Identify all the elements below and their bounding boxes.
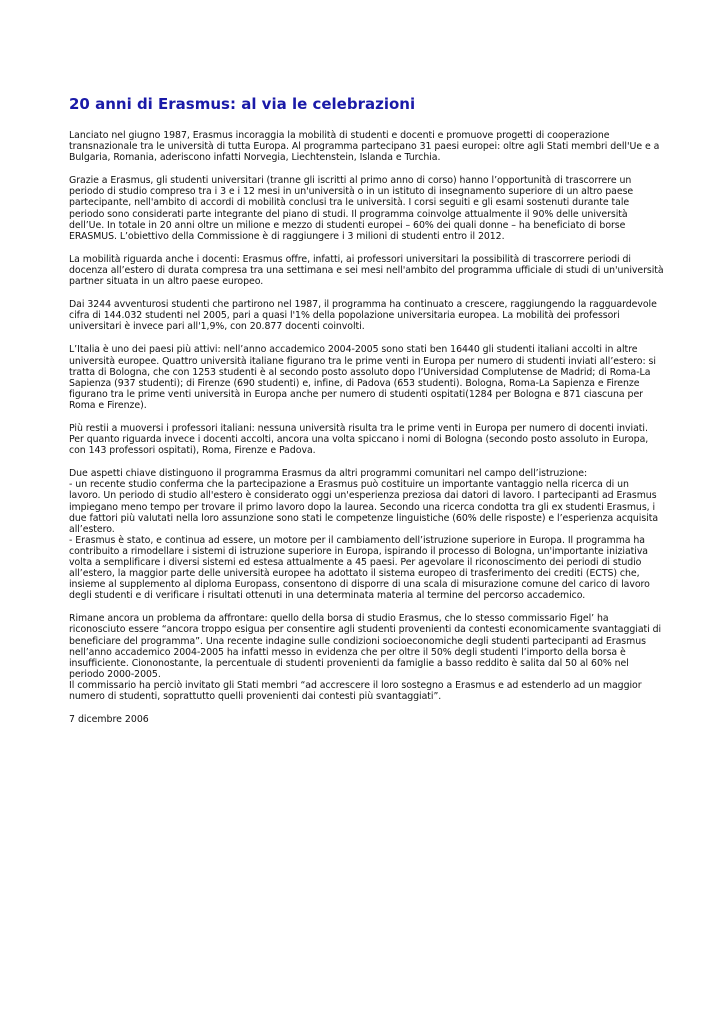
paragraph-line: due fattori più valutati nella loro assunzione sono stati le competenze linguistiche (60% delle risposte) e l’esperienza acquisita bbox=[69, 512, 659, 524]
paragraph-line: Roma e Firenze). bbox=[69, 399, 147, 411]
paragraph-line: riconosciuto essere “ancora troppo esigua per consentire agli studenti provenienti da contesti economicamente svantaggiati di bbox=[69, 624, 662, 636]
paragraph-line: partecipante, nell'ambito di accordi di mobilità conclusi tra le università. I corsi seguiti e gli esami sostenuti durante tale bbox=[69, 197, 630, 209]
paragraph-line: con 143 professori ospitati), Roma, Firenze e Padova. bbox=[69, 445, 316, 457]
article-paragraph bbox=[69, 130, 659, 163]
paragraph-line: Il commissario ha perciò invitato gli Stati membri “ad accrescere il loro sostegno a Erasmus e ad estenderlo ad un maggior bbox=[69, 679, 642, 691]
paragraph-line: università europee. Quattro università italiane figurano tra le prime venti in Europa per numero di studenti inviati all’estero: si bbox=[69, 355, 656, 367]
article-paragraph bbox=[69, 468, 659, 601]
paragraph-line: degli studenti e di verificare i risultati ottenuti in una determinata materia al termine del percorso accademico. bbox=[69, 590, 586, 602]
paragraph-line: impiegano meno tempo per trovare il primo lavoro dopo la laurea. Secondo una ricerca condotta tra gli ex studenti Erasmus, i bbox=[69, 501, 656, 513]
paragraph-line: docenza all’estero di durata compresa tra una settimana e sei mesi nell'ambito del programma ufficiale di studi di un'università bbox=[69, 264, 664, 276]
paragraph-line: nell’anno accademico 2004-2005 ha infatti messo in evidenza che per oltre il 50% degli studenti l’importo della borsa è bbox=[69, 646, 626, 658]
paragraph-line: partner situata in un altro paese europeo. bbox=[69, 276, 264, 288]
article-paragraph bbox=[69, 299, 659, 332]
article-paragraph bbox=[69, 344, 659, 411]
paragraph-line: Sapienza (937 studenti); di Firenze (690 studenti) e, infine, di Padova (653 studenti). Bologna, Roma-La Sapienza e Firenze bbox=[69, 377, 640, 389]
paragraph-line: Più restii a muoversi i professori italiani: nessuna università risulta tra le prime venti in Europa per numero di docenti inviati. bbox=[69, 422, 648, 434]
article-body bbox=[69, 130, 664, 703]
paragraph-line: - Erasmus è stato, e continua ad essere, un motore per il cambiamento dell’istruzione superiore in Europa. Il programma ha bbox=[69, 534, 646, 546]
paragraph-line: Dai 3244 avventurosi studenti che partirono nel 1987, il programma ha continuato a crescere, raggiungendo la ragguardevole bbox=[69, 299, 657, 311]
paragraph-line: tratta di Bologna, che con 1253 studenti è al secondo posto assoluto dopo l’Universidad Complutense de Madrid; di Roma-La bbox=[69, 366, 651, 378]
paragraph-line: volta a semplificare i diversi sistemi ed estesa attualmente a 45 paesi. Per agevolare il riconoscimento dei periodi di studio bbox=[69, 557, 642, 568]
paragraph-line: beneficiare del programma”. Una recente indagine sulle condizioni socioeconomiche degli studenti partecipanti ad Erasmus bbox=[69, 635, 646, 647]
paragraph-line: La mobilità riguarda anche i docenti: Erasmus offre, infatti, ai professori universitari la possibilità di trascorrere periodi di bbox=[69, 253, 631, 265]
paragraph-line: contribuito a rimodellare i sistemi di istruzione superiore in Europa, ispirando il processo di Bologna, un'importante iniziativa bbox=[69, 545, 649, 557]
paragraph-line: all’estero, la maggior parte delle università europee ha adottato il sistema europeo di trasferimento dei crediti (ECTS) che, bbox=[69, 568, 640, 580]
paragraph-line: periodo sono considerati parte integrante del piano di studi. Il programma coinvolge attualmente il 90% delle università bbox=[69, 208, 628, 220]
paragraph-line: universitari è invece pari all'1,9%, con 20.877 docenti coinvolti. bbox=[69, 321, 365, 333]
paragraph-line: numero di studenti, soprattutto quelli provenienti dai contesti più svantaggiati”. bbox=[69, 691, 442, 703]
paragraph-line: all’estero. bbox=[69, 523, 115, 535]
paragraph-line: periodo di studio compreso tra i 3 e i 12 mesi in un'università o in un istituto di insegnamento superiore di un altro paese bbox=[69, 186, 634, 198]
paragraph-line: - un recente studio conferma che la partecipazione a Erasmus può costituire un importante vantaggio nella ricerca di un bbox=[69, 479, 629, 491]
paragraph-line: insufficiente. Ciononostante, la percentuale di studenti provenienti da famiglie a basso reddito è salita dal 50 al 60% nel bbox=[69, 657, 629, 669]
paragraph-line: lavoro. Un periodo di studio all'estero è considerato oggi un'esperienza preziosa dai datori di lavoro. I partecipanti ad Erasmus bbox=[69, 490, 657, 502]
page-title: 20 anni di Erasmus: al via le celebrazioni bbox=[69, 95, 416, 113]
paragraph-line: L’Italia è uno dei paesi più attivi: nell’anno accademico 2004-2005 sono stati ben 16440 gli studenti italiani accolti in altre bbox=[69, 344, 638, 356]
publication-date: 7 dicembre 2006 bbox=[69, 714, 149, 726]
paragraph-line: dell’Ue. In totale in 20 anni oltre un milione e mezzo di studenti europei – 60% dei quali donne – ha beneficiato di borse bbox=[69, 219, 626, 231]
paragraph-line: Per quanto riguarda invece i docenti accolti, ancora una volta spiccano i nomi di Bologna (secondo posto assoluto in Europa, bbox=[69, 434, 649, 446]
paragraph-line: Rimane ancora un problema da affrontare: quello della borsa di studio Erasmus, che lo stesso commissario Figel’ ha bbox=[69, 613, 609, 625]
article-paragraph bbox=[69, 175, 659, 242]
article-paragraph bbox=[69, 253, 664, 288]
paragraph-line: transnazionale tra le università di tutta Europa. Al programma partecipano 31 paesi europei: oltre agli Stati membri dell'Ue e a bbox=[69, 141, 660, 153]
paragraph-line: Lanciato nel giugno 1987, Erasmus incoraggia la mobilità di studenti e docenti e promuove progetti di cooperazione bbox=[69, 130, 610, 141]
article-paragraph bbox=[69, 613, 662, 703]
paragraph-line: figurano tra le prime venti università in Europa anche per numero di studenti ospitati(1284 per Bologna e 871 ciascuna per bbox=[69, 388, 643, 400]
paragraph-line: ERASMUS. L’obiettivo della Commissione è di raggiungere i 3 milioni di studenti entro il 2012. bbox=[69, 230, 505, 242]
paragraph-line: Grazie a Erasmus, gli studenti universitari (tranne gli iscritti al primo anno di corso) hanno l’opportunità di trascorrere un bbox=[69, 175, 632, 187]
paragraph-line: Bulgaria, Romania, aderiscono infatti Norvegia, Liechtenstein, Islanda e Turchia. bbox=[69, 152, 441, 164]
document-page bbox=[69, 95, 664, 726]
paragraph-line: cifra di 144.032 studenti nel 2005, pari a quasi l'1% della popolazione universitaria europea. La mobilità dei professori bbox=[69, 310, 620, 322]
paragraph-line: periodo 2000-2005. bbox=[69, 668, 161, 680]
article-paragraph bbox=[69, 423, 659, 456]
paragraph-line: insieme al supplemento al diploma Europass, consentono di disporre di una scala di misurazione comune del carico di lavoro bbox=[69, 579, 650, 591]
paragraph-line: Due aspetti chiave distinguono il programma Erasmus da altri programmi comunitari nel campo dell’istruzione: bbox=[69, 468, 588, 480]
